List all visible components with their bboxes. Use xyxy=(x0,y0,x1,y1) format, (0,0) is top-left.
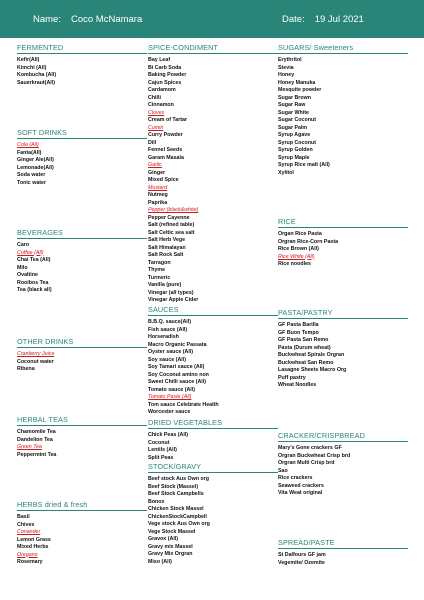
list-item: Vege stock Aus Own org xyxy=(148,521,210,527)
list-item: Mary's Gone crackers GF xyxy=(278,445,342,451)
list-item: Chai Tea (All) xyxy=(17,257,51,263)
list-item: Split Peas xyxy=(148,454,174,461)
list-item: Fish sauce (All) xyxy=(148,326,188,333)
list-item: Tarragon xyxy=(148,259,171,266)
list-item: Fanta(All) xyxy=(17,149,42,156)
list-item: Lasagne Sheets Macro Org xyxy=(278,367,347,373)
list-item: Oyster sauce (All) xyxy=(148,349,194,355)
name-label: Name: xyxy=(33,14,61,25)
section-title: STOCK/GRAVY xyxy=(148,462,278,473)
list-item: Curry Powder xyxy=(148,132,183,138)
item-list xyxy=(278,445,408,498)
list-item: St Dalfours GF jam xyxy=(278,552,326,558)
list-item: Cardamom xyxy=(148,87,176,93)
list-item: Cream of Tartar xyxy=(148,117,188,123)
list-item: Gravy mix Massel xyxy=(148,543,193,550)
list-item: Fennel Seeds xyxy=(148,147,183,153)
list-item: Kombucha (All) xyxy=(17,72,57,78)
highlighted-list-item: Cumin xyxy=(148,124,164,131)
list-item: Buckwheat Spirals Orgran xyxy=(278,352,345,358)
list-item: Ovaltine xyxy=(17,272,38,278)
list-item: Tea (black all) xyxy=(17,287,52,293)
highlighted-list-item: Garlic xyxy=(148,162,162,168)
list-item: Salt (refined table) xyxy=(148,222,195,228)
list-item: Soy Coconut amino non xyxy=(148,371,209,378)
list-item: Chamomile Tea xyxy=(17,429,56,435)
list-item: Mesquite powder xyxy=(278,87,322,93)
section-sugars xyxy=(278,43,408,177)
list-item: Syrup Maple xyxy=(278,154,310,161)
list-item: GF Pasta Barilla xyxy=(278,322,319,328)
section-spice-condiment xyxy=(148,43,278,305)
highlighted-list-item: Green Tea xyxy=(17,444,42,450)
list-item: Pepper Cayenne xyxy=(148,214,190,221)
name-field xyxy=(33,14,142,25)
section-other-drinks xyxy=(17,337,147,374)
list-item: Mixed Spice xyxy=(148,177,179,183)
list-item: Syrup Agave xyxy=(278,132,311,138)
item-list xyxy=(148,476,278,566)
list-item: Rice crackers xyxy=(278,475,313,481)
list-item: Salt Herb Vege xyxy=(148,237,186,243)
section-title: BEVERAGES xyxy=(17,228,147,239)
list-item: Bi Carb Soda xyxy=(148,64,182,71)
item-list xyxy=(278,231,408,269)
highlighted-list-item: Cola (All) xyxy=(17,142,39,148)
list-item: Macro Organic Passata xyxy=(148,341,207,348)
list-item: Salt Rock Salt xyxy=(148,252,184,258)
list-item: Lemonade(All) xyxy=(17,164,54,171)
list-item: Miso (All) xyxy=(148,558,172,565)
list-item: Syrup Golden xyxy=(278,147,313,153)
list-item: Dill xyxy=(148,139,157,146)
list-item: Cajun Spices xyxy=(148,79,182,86)
list-item: Beef Stock Campbells xyxy=(148,491,204,497)
item-list xyxy=(17,57,147,87)
section-title: SUGARS/ Sweeteners xyxy=(278,43,408,54)
list-item: Gravox (All) xyxy=(148,536,179,542)
list-item: Syrup Rice malt (All) xyxy=(278,162,330,168)
list-item: B.B.Q. sauce(All) xyxy=(148,319,191,325)
list-item: Horseradish xyxy=(148,334,179,340)
section-title: SOFT DRINKS xyxy=(17,128,147,139)
list-item: Kefir(All) xyxy=(17,57,40,63)
list-item: Cinnamon xyxy=(148,102,174,108)
section-beverages xyxy=(17,228,147,295)
list-item: Gravy Mix Orgran xyxy=(148,551,193,557)
list-item: Sao xyxy=(278,467,288,474)
highlighted-list-item: Coffee (All) xyxy=(17,249,44,256)
list-item: Sauerkraut(All) xyxy=(17,79,55,86)
list-item: Wheat Noodles xyxy=(278,382,317,388)
section-fermented xyxy=(17,43,147,87)
list-item: GF Buon Tempo xyxy=(278,329,319,336)
list-item: Beef stock Aus Own org xyxy=(148,476,210,482)
highlighted-list-item: Oregano xyxy=(17,551,38,558)
list-item: Garam Masala xyxy=(148,154,184,161)
highlighted-list-item: Coriander xyxy=(17,529,41,535)
list-item: Mixed Herbs xyxy=(17,544,49,550)
list-item: Sugar Raw xyxy=(278,102,306,108)
section-title: DRIED VEGETABLES xyxy=(148,418,278,429)
list-item: Sugar White xyxy=(278,109,309,116)
list-item: Coconut water xyxy=(17,358,54,365)
list-item: Rice noodles xyxy=(278,261,311,267)
list-item: Orgran Multi Crisp brd xyxy=(278,460,335,466)
list-item: Seaweed crackers xyxy=(278,482,324,489)
date-value: 19 Jul 2021 xyxy=(314,14,364,25)
section-stock-gravy xyxy=(148,462,278,566)
list-item: Lemon Grass xyxy=(17,536,51,543)
section-dried-vegetables xyxy=(148,418,278,462)
list-item: Bay Leaf xyxy=(148,57,171,63)
list-item: Dandelion Tea xyxy=(17,436,53,443)
section-title: HERBS dried & fresh xyxy=(17,500,147,511)
page-header xyxy=(0,0,424,38)
section-sauces xyxy=(148,305,278,417)
list-item: Chick Peas (All) xyxy=(148,432,189,438)
list-item: Coconut xyxy=(148,439,170,446)
section-title: PASTA/PASTRY xyxy=(278,308,408,319)
date-field xyxy=(282,14,364,25)
item-list xyxy=(278,57,408,177)
list-item: Lentils (All) xyxy=(148,447,177,453)
list-item: GF Pasta San Remo xyxy=(278,337,329,343)
list-item: Buckwheat San Remo xyxy=(278,359,334,366)
list-item: Organ Rice Pasta xyxy=(278,231,322,237)
list-item: Soy sauce (All) xyxy=(148,356,186,363)
list-item: Chives xyxy=(17,521,35,528)
list-item: Stevia xyxy=(278,64,294,71)
list-item: Caro xyxy=(17,242,30,248)
list-item: Ginger Ale(All) xyxy=(17,157,54,163)
section-title: SAUCES xyxy=(148,305,278,316)
item-list xyxy=(278,552,408,567)
list-item: Vinegar (all types) xyxy=(148,289,194,296)
list-item: Vita Weat original xyxy=(278,490,323,496)
list-item: ChickenStockCampbell xyxy=(148,513,207,520)
highlighted-list-item: Tomato Paste (All) xyxy=(148,394,192,400)
section-herbal-teas xyxy=(17,415,147,459)
section-title: HERBAL TEAS xyxy=(17,415,147,426)
list-item: Xylitol xyxy=(278,169,294,176)
list-item: Paprika xyxy=(148,199,168,206)
section-herbs xyxy=(17,500,147,567)
section-title: SPREAD/PASTE xyxy=(278,538,408,549)
list-item: Vegemite/ Ozemite xyxy=(278,559,325,566)
list-item: Sugar Brown xyxy=(278,94,311,101)
list-item: Worcester sauce xyxy=(148,409,191,415)
item-list xyxy=(17,242,147,295)
section-soft-drinks xyxy=(17,128,147,187)
list-item: Puff pastry xyxy=(278,374,306,381)
list-item: Salt Himalayan xyxy=(148,244,186,251)
list-item: Sweet Chilli sauce (All) xyxy=(148,379,206,385)
date-label: Date: xyxy=(282,14,305,25)
list-item: Pasta (Durum wheat) xyxy=(278,344,331,351)
section-cracker-crispbread xyxy=(278,431,408,498)
section-title: FERMENTED xyxy=(17,43,147,54)
section-spread-paste xyxy=(278,538,408,567)
section-title: CRACKER/CRISPBREAD xyxy=(278,431,408,442)
list-item: Rooibos Tea xyxy=(17,279,49,286)
list-item: Honey xyxy=(278,72,295,78)
section-title: RICE xyxy=(278,217,408,228)
list-item: Tonic water xyxy=(17,179,47,186)
item-list xyxy=(148,432,278,462)
name-value: Coco McNamara xyxy=(70,14,143,25)
list-item: Tomato sauce (All) xyxy=(148,386,195,393)
list-item: Kimchi (All) xyxy=(17,64,47,71)
list-item: Salt Celtic sea salt xyxy=(148,229,195,236)
list-item: Orgran Buckwheat Crisp brd xyxy=(278,452,351,459)
list-item: Vinegar Apple Cider xyxy=(148,297,199,303)
section-title: SPICE-CONDIMENT xyxy=(148,43,278,54)
list-item: Peppermint Tea xyxy=(17,451,57,458)
highlighted-list-item: Rice White (All) xyxy=(278,253,315,260)
item-list xyxy=(17,514,147,567)
list-item: Syrup Coconut xyxy=(278,139,316,146)
section-pasta-pastry xyxy=(278,308,408,390)
list-item: Milo xyxy=(17,264,28,271)
list-item: Sugar Coconut xyxy=(278,117,316,123)
list-item: Honey Manuka xyxy=(278,79,316,86)
list-item: Baking Powder xyxy=(148,72,187,78)
list-item: Chilli xyxy=(148,94,161,101)
section-title: OTHER DRINKS xyxy=(17,337,147,348)
list-item: Basil xyxy=(17,514,30,520)
highlighted-list-item: Mustard xyxy=(148,184,168,191)
list-item: Sugar Palm xyxy=(278,124,308,131)
list-item: Bonox xyxy=(148,498,165,505)
list-item: Turmeric xyxy=(148,274,171,281)
list-item: Ribena xyxy=(17,366,35,372)
list-item: Ginger xyxy=(148,169,166,176)
list-item: Rosemary xyxy=(17,559,43,565)
highlighted-list-item: Cloves xyxy=(148,109,165,116)
list-item: Orgran Rice-Corn Pasta xyxy=(278,238,339,245)
highlighted-list-item: Pepper (black&white) xyxy=(148,207,199,213)
item-list xyxy=(17,142,147,187)
list-item: Beef Stock (Massel) xyxy=(148,483,199,490)
item-list xyxy=(17,351,147,374)
item-list xyxy=(17,429,147,459)
list-item: Tom sauce Celebrate Health xyxy=(148,401,219,408)
list-item: Thyme xyxy=(148,267,166,273)
list-item: Soy Tamari sauce (All) xyxy=(148,364,205,370)
list-item: Vanilla (pure) xyxy=(148,282,182,288)
list-item: Chicken Stock Massel xyxy=(148,506,204,512)
highlighted-list-item: Cranberry Juice xyxy=(17,351,55,357)
list-item: Erythritol xyxy=(278,57,302,63)
list-item: Vege Stock Massel xyxy=(148,528,196,535)
list-item: Soda water xyxy=(17,172,46,178)
item-list xyxy=(278,322,408,390)
item-list xyxy=(148,319,278,417)
list-item: Nutmeg xyxy=(148,192,168,198)
item-list xyxy=(148,57,278,305)
section-rice xyxy=(278,217,408,269)
list-item: Rice Brown (All) xyxy=(278,246,319,252)
